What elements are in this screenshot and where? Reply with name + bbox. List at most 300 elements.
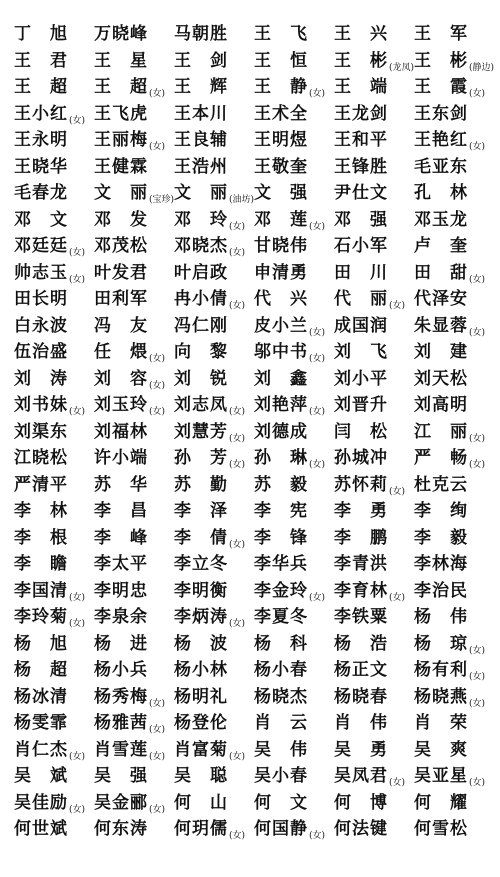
name-entry	[254, 419, 308, 445]
person-name: 王 辉	[174, 77, 228, 97]
name-row	[14, 763, 500, 790]
name-entry	[94, 207, 148, 233]
person-name: 白永波	[14, 315, 68, 336]
person-name: 何 博	[334, 792, 388, 813]
person-name: 李 勇	[334, 501, 388, 521]
name-note: (女)	[469, 672, 486, 682]
name-entry	[414, 551, 468, 577]
person-name: 李林海	[414, 554, 468, 574]
person-name: 丁 旭	[14, 24, 68, 44]
person-name: 文 强	[254, 183, 308, 203]
person-name: 江 丽	[414, 421, 468, 442]
person-name: 王丽梅	[94, 130, 148, 150]
name-note: (女)	[229, 221, 246, 232]
name-entry	[174, 472, 228, 498]
name-entry	[334, 74, 388, 100]
name-row	[14, 392, 500, 419]
person-name: 李治民	[414, 580, 468, 601]
name-row	[14, 48, 500, 75]
name-row	[14, 419, 500, 446]
name-entry	[254, 631, 308, 657]
name-note: (女)	[149, 142, 166, 152]
name-entry	[174, 101, 228, 127]
person-name: 孔 林	[414, 183, 468, 203]
person-name: 江晓松	[14, 448, 68, 468]
name-note: (女)	[469, 327, 486, 338]
name-note: (女)	[389, 778, 406, 788]
person-name: 王 军	[414, 24, 468, 44]
name-entry	[14, 313, 68, 339]
name-entry	[94, 101, 148, 127]
name-entry	[254, 498, 308, 524]
name-entry	[334, 551, 388, 577]
name-note: (女)	[149, 725, 166, 735]
person-name: 卢 奎	[414, 236, 468, 256]
name-row	[14, 710, 500, 737]
name-entry	[94, 48, 148, 74]
person-name: 李华兵	[254, 554, 308, 574]
name-entry	[254, 816, 325, 849]
person-name: 刘高明	[414, 395, 468, 415]
name-entry	[14, 525, 68, 551]
name-entry	[334, 710, 388, 736]
name-note: (女)	[469, 89, 486, 99]
person-name: 刘 建	[414, 342, 468, 362]
name-entry	[414, 21, 468, 47]
person-name: 田 川	[334, 262, 388, 283]
person-name: 吴凤君	[334, 766, 388, 786]
person-name: 杨晓燕	[414, 686, 468, 707]
person-name: 杨 琼	[414, 633, 468, 654]
person-name: 李夏冬	[254, 607, 308, 627]
person-name: 田利军	[94, 289, 148, 309]
name-row	[14, 366, 500, 393]
person-name: 刘德成	[254, 421, 308, 442]
name-entry	[334, 180, 388, 206]
name-entry	[334, 154, 388, 180]
person-name: 冯 友	[94, 315, 148, 336]
person-name: 何 文	[254, 792, 308, 813]
person-name: 王永明	[14, 130, 68, 150]
person-name: 李太平	[94, 554, 148, 574]
name-note: (女)	[309, 89, 326, 99]
name-entry	[414, 737, 468, 763]
person-name: 李 昌	[94, 501, 148, 521]
person-name: 毛春龙	[14, 183, 68, 203]
name-note: (女)	[469, 142, 486, 152]
person-name: 杨 波	[174, 633, 228, 654]
name-note: (女)	[309, 592, 326, 603]
name-row	[14, 525, 500, 552]
person-name: 李炳涛	[174, 607, 228, 627]
person-name: 杨雅茜	[94, 713, 148, 733]
name-entry	[254, 127, 308, 153]
name-entry	[254, 233, 308, 259]
person-name: 肖 荣	[414, 713, 468, 733]
name-note: (女)	[149, 751, 166, 762]
name-entry	[334, 313, 388, 339]
person-name: 李 绚	[414, 501, 468, 521]
name-row	[14, 578, 500, 605]
name-entry	[14, 631, 68, 657]
person-name: 杨晓杰	[254, 686, 308, 707]
person-name: 杨 科	[254, 633, 308, 654]
name-entry	[414, 790, 468, 816]
person-name: 王小红	[14, 103, 68, 124]
name-row	[14, 816, 500, 843]
name-note: (女)	[149, 380, 166, 391]
person-name: 吴 聪	[174, 766, 228, 786]
name-note: (女)	[229, 460, 246, 470]
name-note: (女)	[229, 301, 246, 311]
name-entry	[254, 472, 308, 498]
person-name: 代 兴	[254, 289, 308, 309]
name-entry	[14, 127, 68, 153]
name-entry	[334, 21, 388, 47]
name-entry	[14, 551, 68, 577]
name-row	[14, 101, 500, 128]
name-entry	[254, 286, 308, 312]
name-note: (女)	[389, 592, 406, 603]
name-note: (宝珍)	[149, 195, 175, 205]
person-name: 邓 发	[94, 209, 148, 230]
person-name: 杨 超	[14, 660, 68, 680]
person-name: 肖 云	[254, 713, 308, 733]
name-entry	[414, 498, 468, 524]
person-name: 许小端	[94, 448, 148, 468]
person-name: 李明忠	[94, 580, 148, 601]
person-name: 邬中书	[254, 342, 308, 362]
name-entry	[14, 21, 68, 47]
person-name: 杨有利	[414, 660, 468, 680]
person-name: 刘 鑫	[254, 368, 308, 389]
person-name: 王东剑	[414, 103, 468, 124]
person-name: 刘艳萍	[254, 395, 308, 415]
person-name: 苏 勤	[174, 474, 228, 495]
name-entry	[414, 604, 468, 630]
person-name: 王 飞	[254, 24, 308, 44]
name-entry	[254, 763, 308, 789]
person-name: 石小军	[334, 236, 388, 256]
person-name: 刘渠东	[14, 421, 68, 442]
person-name: 杨 伟	[414, 607, 468, 627]
person-name: 王健霖	[94, 156, 148, 177]
person-name: 王 兴	[334, 24, 388, 44]
person-name: 吴金郦	[94, 792, 148, 813]
person-name: 刘福林	[94, 421, 148, 442]
person-name: 吴佳励	[14, 792, 68, 813]
person-name: 严 畅	[414, 448, 468, 468]
name-note: (女)	[69, 115, 86, 126]
person-name: 王 星	[94, 50, 148, 71]
name-note: (女)	[229, 407, 246, 417]
person-name: 代泽安	[414, 289, 468, 309]
name-entry	[14, 366, 68, 392]
name-row	[14, 631, 500, 658]
person-name: 刘 容	[94, 368, 148, 389]
person-name: 王良辅	[174, 130, 228, 150]
person-name: 杨晓春	[334, 686, 388, 707]
person-name: 何雪松	[414, 819, 468, 839]
name-entry	[334, 233, 388, 259]
name-entry	[414, 180, 468, 206]
person-name: 杨秀梅	[94, 686, 148, 707]
name-entry	[94, 816, 148, 842]
person-name: 李 毅	[414, 527, 468, 548]
name-note: (女)	[69, 274, 86, 285]
name-entry	[94, 763, 148, 789]
name-list	[14, 21, 500, 843]
person-name: 代 丽	[334, 289, 388, 309]
name-entry	[14, 763, 68, 789]
person-name: 杨小兵	[94, 660, 148, 680]
name-entry	[174, 260, 228, 286]
person-name: 邓 强	[334, 209, 388, 230]
person-name: 王本川	[174, 103, 228, 124]
person-name: 杜克云	[414, 474, 468, 495]
person-name: 杨 进	[94, 633, 148, 654]
name-row	[14, 790, 500, 817]
name-entry	[14, 154, 68, 180]
person-name: 苏 华	[94, 474, 148, 495]
name-entry	[174, 339, 228, 365]
name-note: (女)	[469, 274, 486, 285]
person-name: 李 锋	[254, 527, 308, 548]
name-entry	[334, 260, 388, 286]
name-note: (女)	[309, 460, 326, 470]
name-entry	[174, 551, 228, 577]
name-entry	[94, 525, 148, 551]
name-entry	[334, 445, 388, 471]
person-name: 任 煨	[94, 342, 148, 362]
name-entry	[174, 710, 228, 736]
name-entry	[14, 710, 68, 736]
person-name: 何法键	[334, 819, 388, 839]
name-entry	[334, 790, 388, 816]
person-name: 刘晋升	[334, 395, 388, 415]
person-name: 李 鹏	[334, 527, 388, 548]
name-note: (女)	[69, 804, 86, 815]
person-name: 文 丽	[94, 183, 148, 203]
person-name: 王飞虎	[94, 103, 148, 124]
name-row	[14, 233, 500, 260]
name-entry	[94, 498, 148, 524]
name-entry	[14, 498, 68, 524]
person-name: 邓茂松	[94, 236, 148, 256]
name-entry	[14, 816, 68, 842]
name-note: (女)	[69, 619, 86, 629]
name-note: (女)	[229, 539, 246, 550]
name-entry	[94, 260, 148, 286]
name-entry	[14, 48, 68, 74]
name-note: (女)	[309, 407, 326, 417]
name-row	[14, 286, 500, 313]
name-entry	[94, 21, 148, 47]
person-name: 冯仁刚	[174, 315, 228, 336]
name-note: (女)	[149, 407, 166, 417]
person-name: 吴 伟	[254, 739, 308, 760]
person-name: 刘玉玲	[94, 395, 148, 415]
name-entry	[94, 154, 148, 180]
name-note: (女)	[69, 248, 86, 258]
name-entry	[334, 419, 388, 445]
name-entry	[254, 366, 308, 392]
person-name: 王 超	[94, 77, 148, 97]
person-name: 何 耀	[414, 792, 468, 813]
person-name: 田 甜	[414, 262, 468, 283]
person-name: 邓玉龙	[414, 209, 468, 230]
name-entry	[14, 684, 68, 710]
name-entry	[254, 790, 308, 816]
name-note: (龙凤)	[389, 62, 415, 73]
name-entry	[14, 339, 68, 365]
person-name: 王 彬	[414, 50, 468, 71]
name-entry	[414, 525, 468, 551]
name-entry	[94, 472, 148, 498]
name-entry	[174, 74, 228, 100]
name-entry	[334, 737, 388, 763]
name-entry	[414, 207, 468, 233]
name-entry	[94, 233, 148, 259]
person-name: 杨明礼	[174, 686, 228, 707]
person-name: 李 宪	[254, 501, 308, 521]
person-name: 马朝胜	[174, 24, 228, 44]
name-entry	[94, 578, 148, 604]
person-name: 苏 毅	[254, 474, 308, 495]
name-row	[14, 604, 500, 631]
name-note: (女)	[69, 407, 86, 417]
name-note: (女)	[309, 354, 326, 364]
name-entry	[254, 154, 308, 180]
name-entry	[94, 445, 148, 471]
person-name: 王 恒	[254, 50, 308, 71]
name-entry	[14, 74, 68, 100]
name-entry	[414, 710, 468, 736]
person-name: 刘志凤	[174, 395, 228, 415]
person-name: 李青洪	[334, 554, 388, 574]
person-name: 毛亚东	[414, 156, 468, 177]
name-entry	[14, 419, 68, 445]
name-entry	[254, 21, 308, 47]
person-name: 甘晓伟	[254, 236, 308, 256]
person-name: 刘慧芳	[174, 421, 228, 442]
person-name: 王 君	[14, 50, 68, 71]
name-entry	[254, 48, 308, 74]
name-entry	[254, 525, 308, 551]
person-name: 肖富菊	[174, 739, 228, 760]
person-name: 刘小平	[334, 368, 388, 389]
person-name: 向 黎	[174, 342, 228, 362]
person-name: 李 倩	[174, 527, 228, 548]
person-name: 邓廷廷	[14, 236, 68, 256]
name-entry	[334, 127, 388, 153]
name-note: (女)	[149, 698, 166, 709]
person-name: 李 瞻	[14, 554, 68, 574]
person-name: 刘天松	[414, 368, 468, 389]
name-entry	[414, 816, 468, 842]
name-note: (女)	[469, 433, 486, 444]
name-entry	[174, 684, 228, 710]
name-entry	[414, 392, 468, 418]
person-name: 吴亚星	[414, 766, 468, 786]
person-name: 李金玲	[254, 580, 308, 601]
person-name: 苏怀莉	[334, 474, 388, 495]
name-entry	[414, 472, 468, 498]
name-entry	[254, 684, 308, 710]
name-entry	[334, 604, 388, 630]
person-name: 刘书妹	[14, 395, 68, 415]
person-name: 王晓华	[14, 156, 68, 177]
name-entry	[174, 313, 228, 339]
name-entry	[334, 392, 388, 418]
name-row	[14, 21, 500, 48]
name-entry	[94, 631, 148, 657]
name-entry	[94, 604, 148, 630]
name-note: (女)	[309, 327, 326, 338]
name-note: (女)	[149, 804, 166, 815]
person-name: 皮小兰	[254, 315, 308, 336]
name-entry	[414, 154, 468, 180]
name-note: (女)	[149, 89, 166, 99]
name-entry	[94, 419, 148, 445]
name-note: (女)	[69, 751, 86, 762]
person-name: 何世斌	[14, 819, 68, 839]
name-note: (女)	[229, 751, 246, 762]
name-note: (女)	[149, 354, 166, 364]
person-name: 帅志玉	[14, 262, 68, 283]
name-note: (静边)	[469, 62, 495, 73]
person-name: 杨正文	[334, 660, 388, 680]
person-name: 叶启政	[174, 262, 228, 283]
person-name: 李铁粟	[334, 607, 388, 627]
name-entry	[334, 207, 388, 233]
name-note: (女)	[69, 592, 86, 603]
person-name: 邓晓杰	[174, 236, 228, 256]
name-entry	[94, 551, 148, 577]
person-name: 王敬奎	[254, 156, 308, 177]
name-note: (女)	[469, 645, 486, 656]
name-entry	[414, 286, 468, 312]
name-entry	[14, 472, 68, 498]
name-note: (女)	[469, 460, 486, 470]
name-entry	[254, 180, 308, 206]
person-name: 王 彬	[334, 50, 388, 71]
person-name: 李明衡	[174, 580, 228, 601]
name-entry	[254, 551, 308, 577]
person-name: 何玥儒	[174, 819, 228, 839]
name-entry	[414, 233, 468, 259]
person-name: 王锋胜	[334, 156, 388, 177]
name-row	[14, 657, 500, 684]
person-name: 杨登伦	[174, 713, 228, 733]
person-name: 肖 伟	[334, 713, 388, 733]
name-entry	[174, 631, 228, 657]
person-name: 杨小春	[254, 660, 308, 680]
person-name: 肖雪莲	[94, 739, 148, 760]
name-entry	[254, 101, 308, 127]
name-entry	[334, 631, 388, 657]
person-name: 李 林	[14, 501, 68, 521]
person-name: 王和平	[334, 130, 388, 150]
person-name: 邓 文	[14, 209, 68, 230]
name-entry	[174, 816, 245, 849]
name-note: (女)	[229, 248, 246, 258]
name-entry	[94, 657, 148, 683]
person-name: 何东涛	[94, 819, 148, 839]
name-row	[14, 127, 500, 154]
name-note: (女)	[309, 831, 326, 841]
name-note: (女)	[229, 831, 246, 841]
